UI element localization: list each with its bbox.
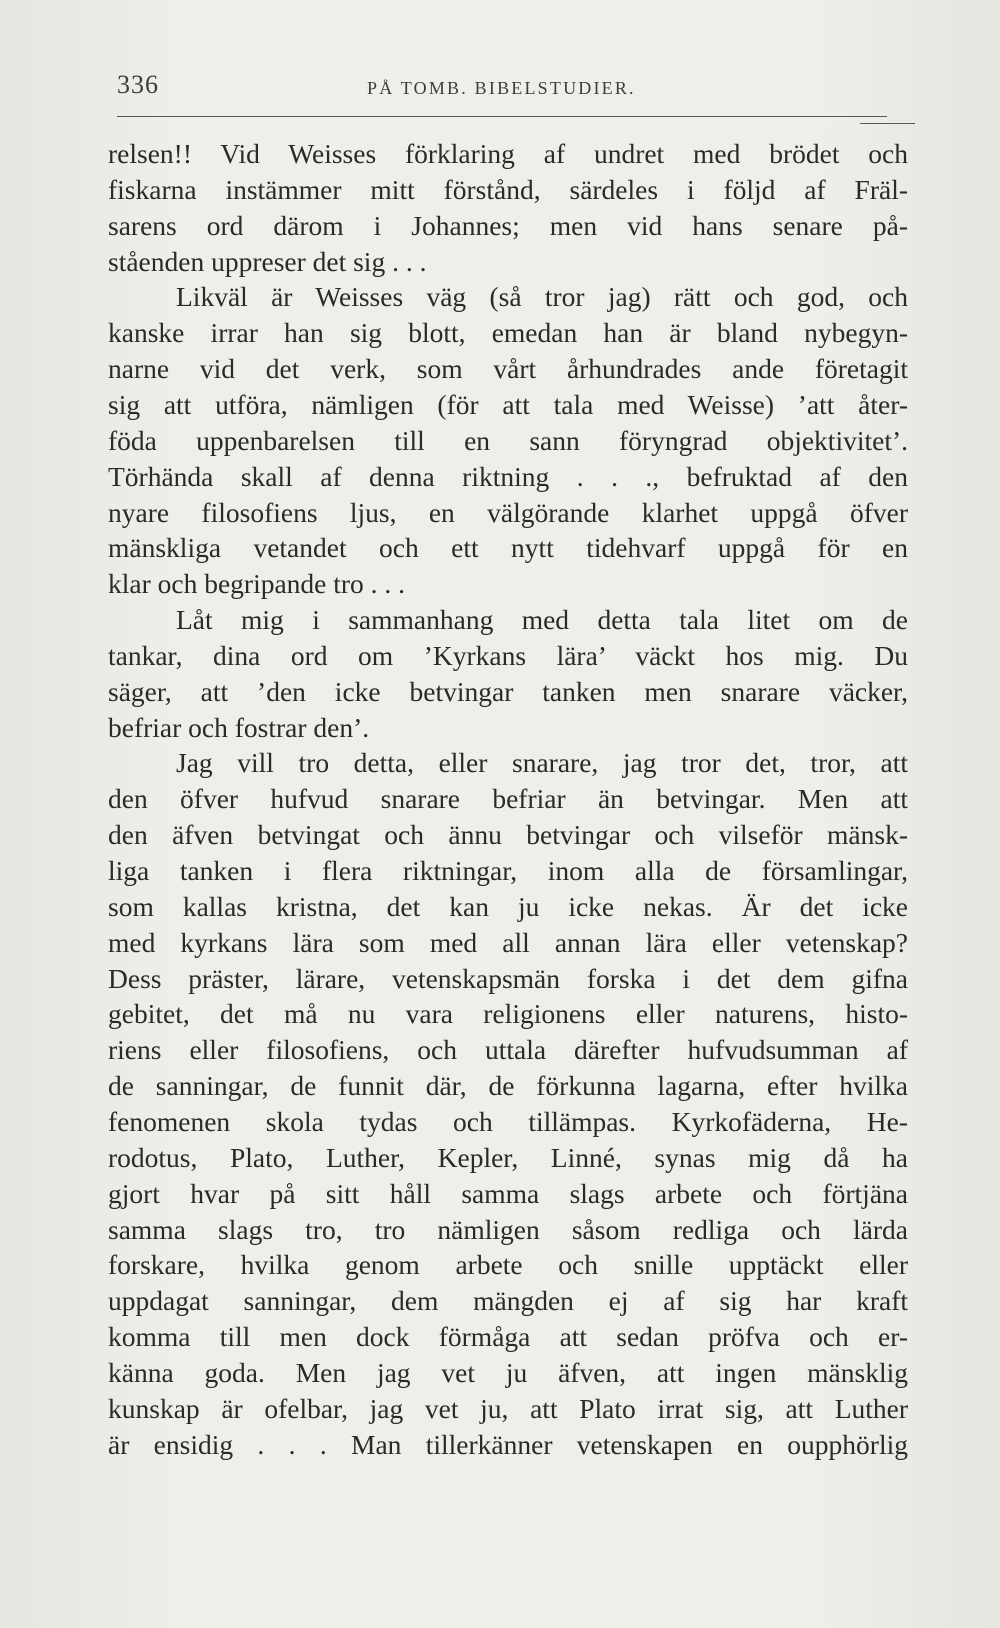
text-line: gebitet, det må nu vara religionens eller naturens, histo- [108, 998, 908, 1030]
text-line: gjort hvar på sitt håll samma slags arbete och förtjäna [108, 1177, 908, 1209]
text-line: sig att utföra, nämligen (för att tala med Weisse) ’att åter- [108, 388, 908, 420]
header-rule-end [860, 123, 915, 124]
text-line: med kyrkans lära som med all annan lära eller vetenskap? [108, 926, 908, 958]
text-line: sarens ord därom i Johannes; men vid hans senare på- [108, 209, 908, 241]
text-line: den äfven betvingat och ännu betvingar och vilseför mänsk- [108, 819, 908, 851]
text-line: fenomenen skola tydas och tillämpas. Kyrkofäderna, He- [108, 1105, 908, 1137]
text-line: kanske irrar han sig blott, emedan han är bland nybegyn- [108, 317, 908, 349]
text-line: riens eller filosofiens, och uttala därefter hufvudsumman af [108, 1034, 908, 1066]
text-line: säger, att ’den icke betvingar tanken men snarare väcker, [108, 675, 908, 707]
text-line: Dess präster, lärare, vetenskapsmän forska i det dem gifna [108, 962, 908, 994]
text-line: kunskap är ofelbar, jag vet ju, att Plato irrat sig, att Luther [108, 1392, 908, 1424]
text-line: uppdagat sanningar, dem mängden ej af sig har kraft [108, 1285, 908, 1317]
text-line: samma slags tro, tro nämligen såsom redliga och lärda [108, 1213, 908, 1245]
text-line: ståenden uppreser det sig . . . [108, 245, 427, 277]
text-line: Låt mig i sammanhang med detta tala litet om de [176, 604, 908, 636]
text-line: narne vid det verk, som vårt århundrades ande företagit [108, 353, 908, 385]
text-line: nyare filosofiens ljus, en välgörande klarhet uppgå öfver [108, 496, 908, 528]
text-line: känna goda. Men jag vet ju äfven, att ingen mänsklig [108, 1356, 908, 1388]
text-line: fiskarna instämmer mitt förstånd, särdeles i följd af Fräl- [108, 173, 908, 205]
text-line: de sanningar, de funnit där, de förkunna lagarna, efter hvilka [108, 1070, 908, 1102]
text-line: Jag vill tro detta, eller snarare, jag tror det, tror, att [176, 747, 908, 779]
text-line: tankar, dina ord om ’Kyrkans lära’ väckt hos mig. Du [108, 639, 908, 671]
text-line: forskare, hvilka genom arbete och snille upptäckt eller [108, 1249, 908, 1281]
page-number: 336 [117, 70, 159, 99]
text-line: rodotus, Plato, Luther, Kepler, Linné, synas mig då ha [108, 1141, 908, 1173]
text-line: Likväl är Weisses väg (så tror jag) rätt och god, och [176, 281, 908, 313]
text-line: relsen!! Vid Weisses förklaring af undret med brödet och [108, 138, 908, 169]
text-line: Törhända skall af denna riktning . . ., befruktad af den [108, 460, 908, 492]
text-line: befriar och fostrar den’. [108, 711, 370, 743]
running-head: PÅ TOMB. BIBELSTUDIER. [367, 78, 636, 98]
text-line: den öfver hufvud snarare befriar än betvingar. Men att [108, 783, 908, 815]
text-line: som kallas kristna, det kan ju icke nekas. Är det icke [108, 890, 908, 922]
text-line: föda uppenbarelsen till en sann föryngrad objektivitet’. [108, 424, 908, 456]
text-line: liga tanken i flera riktningar, inom alla de församlingar, [108, 855, 908, 886]
text-line: mänskliga vetandet och ett nytt tidehvarf uppgå för en [108, 532, 908, 564]
header-rule [117, 116, 887, 117]
text-line: är ensidig . . . Man tillerkänner vetenskapen en oupphörlig [108, 1428, 908, 1460]
body-text [108, 136, 938, 1616]
text-line: komma till men dock förmåga att sedan pröfva och er- [108, 1321, 908, 1353]
page-header [117, 70, 917, 110]
text-line: klar och begripande tro . . . [108, 568, 406, 600]
